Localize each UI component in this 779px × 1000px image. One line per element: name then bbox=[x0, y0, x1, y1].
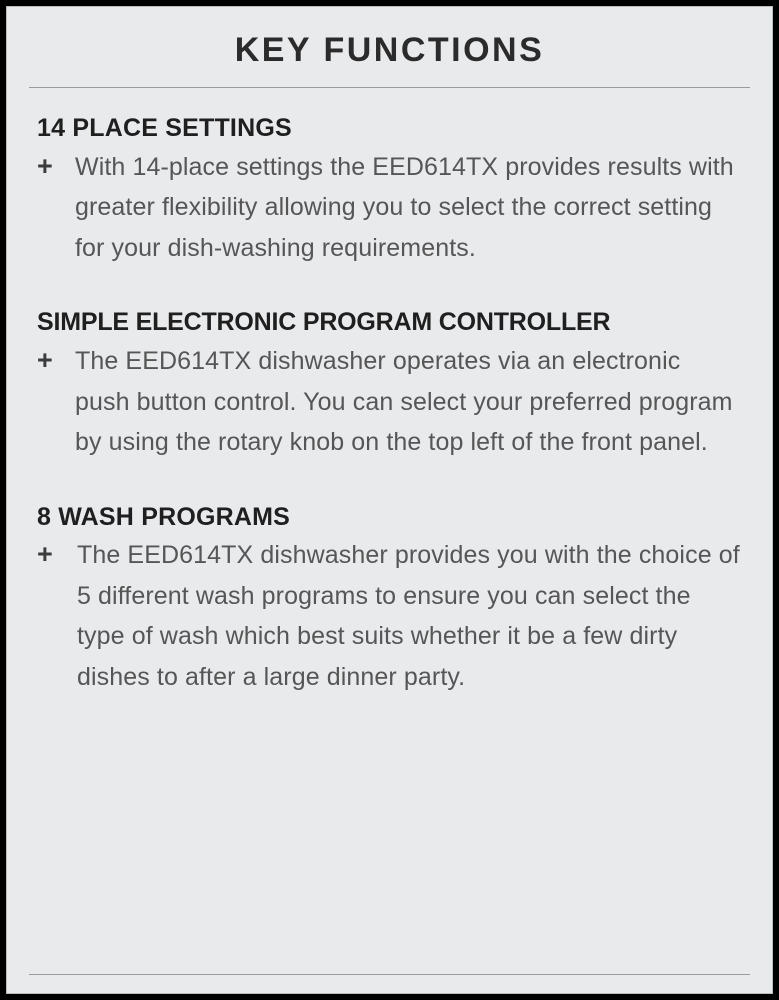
bullet-item bbox=[29, 341, 750, 463]
title-divider bbox=[29, 87, 750, 88]
section-heading: 8 WASH PROGRAMS bbox=[37, 502, 291, 531]
page-title: KEY FUNCTIONS bbox=[234, 31, 545, 69]
plus-icon: + bbox=[37, 150, 53, 181]
plus-icon: + bbox=[37, 345, 53, 375]
section-heading: 14 PLACE SETTINGS bbox=[37, 114, 292, 142]
bullet-item bbox=[29, 535, 750, 697]
section-body: The EED614TX dishwasher operates via an electronic push button control. You can select your preferred program by using the rotary knob on the top left of the front panel. bbox=[75, 347, 733, 456]
section-wash-programs bbox=[29, 503, 750, 698]
plus-icon: + bbox=[37, 539, 53, 570]
section-place-settings bbox=[29, 114, 750, 268]
section-program-controller bbox=[29, 308, 750, 462]
section-heading: SIMPLE ELECTRONIC PROGRAM CONTROLLER bbox=[37, 308, 611, 337]
section-body: The EED614TX dishwasher provides you with the choice of 5 different wash programs to ensure you can select the type of wash which best suits whether it be a few dirty dishes to after a large dinner party. bbox=[77, 541, 740, 691]
section-body: With 14-place settings the EED614TX provides results with greater flexibility allowing you to select the correct setting for your dish-washing requirements. bbox=[75, 152, 734, 262]
footer-divider bbox=[29, 974, 750, 975]
content-panel bbox=[6, 6, 773, 994]
bullet-item bbox=[29, 147, 750, 269]
